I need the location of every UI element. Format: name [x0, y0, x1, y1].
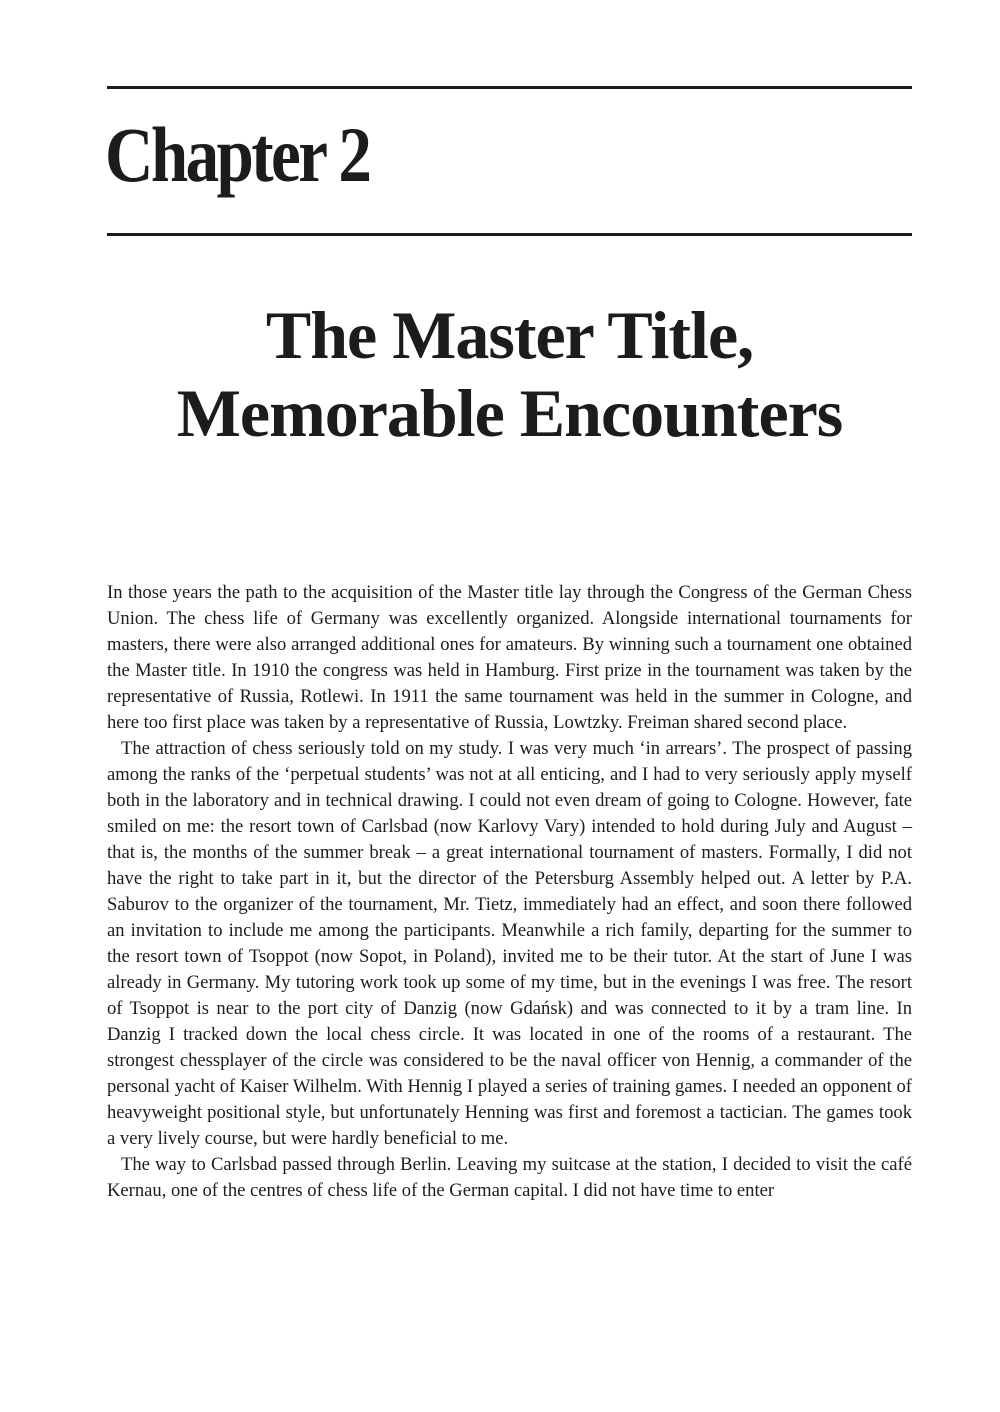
chapter-title: [107, 296, 912, 452]
paragraph-3: The way to Carlsbad passed through Berlin. Leaving my suitcase at the station, I decided to visit the café Kernau, one of the centres of chess life of the German capital. I did not have time to enter: [107, 1154, 912, 1201]
chapter-title-line-1: The Master Title,: [265, 297, 754, 373]
chapter-title-line-2: Memorable Encounters: [176, 375, 843, 451]
bottom-rule: [107, 233, 912, 236]
top-rule: [107, 86, 912, 89]
paragraph-2: The attraction of chess seriously told on my study. I was very much ‘in arrears’. The prospect of passing among the ranks of the ‘perpetual students’ was not at all enticing, and I had to very seriously apply myself both in the laboratory and in technical drawing. I could not even dream of going to Cologne. However, fate smiled on me: the resort town of Carlsbad (now Karlovy Vary) intended to hold during July and August – that is, the months of the summer break – a great international tournament of masters. Formally, I did not have the right to take part in it, but the director of the Petersburg Assembly helped out. A letter by P.A. Saburov to the organizer of the tournament, Mr. Tietz, immediately had an effect, and soon there followed an invitation to include me among the participants. Meanwhile a rich family, departing for the summer to the resort town of Tsoppot (now Sopot, in Poland), invited me to be their tutor. At the start of June I was already in Germany. My tutoring work took up some of my time, but in the evenings I was free. The resort of Tsoppot is near to the port city of Danzig (now Gdańsk) and was connected to it by a tram line. In Danzig I tracked down the local chess circle. It was located in one of the rooms of a restaurant. The strongest chessplayer of the circle was considered to be the naval officer von Hennig, a commander of the personal yacht of Kaiser Wilhelm. With Hennig I played a series of training games. I needed an opponent of heavyweight positional style, but unfortunately Henning was first and foremost a tactician. The games took a very lively course, but were hardly beneficial to me.: [107, 738, 912, 1149]
body-text: [107, 580, 912, 1204]
chapter-label: Chapter 2: [105, 111, 370, 198]
paragraph-1: In those years the path to the acquisition of the Master title lay through the Congress of the German Chess Union. The chess life of Germany was excellently organized. Alongside international tournaments for masters, there were also arranged additional ones for amateurs. By winning such a tournament one obtained the Master title. In 1910 the congress was held in Hamburg. First prize in the tournament was taken by the representative of Russia, Rotlewi. In 1911 the same tournament was held in the summer in Cologne, and here too first place was taken by a representative of Russia, Lowtzky. Freiman shared second place.: [107, 582, 912, 733]
